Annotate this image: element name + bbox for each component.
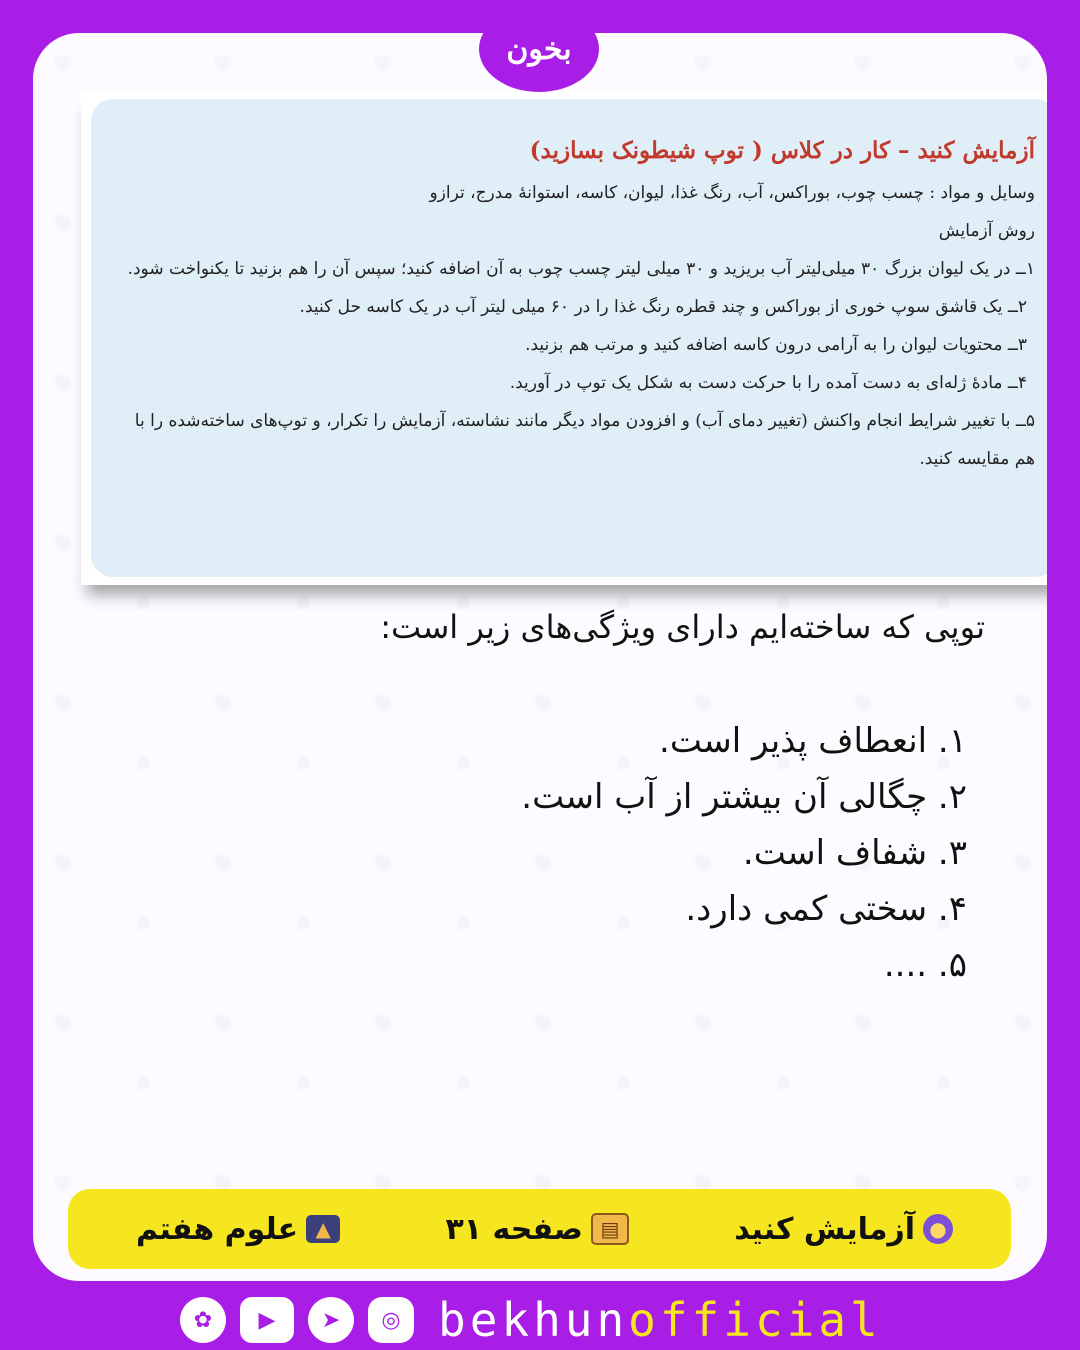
step-2: ۲ــ یک قاشق سوپ خوری از بوراکس و چند قطره رنگ غذا را در ۶۰ میلی لیتر آب در یک کاسه حل کنید. <box>299 297 1027 317</box>
youtube-icon[interactable]: ▶ <box>240 1297 294 1343</box>
social-handle[interactable] <box>438 1293 882 1347</box>
list-item: ۴. سختی کمی دارد. <box>685 889 967 929</box>
list-item: ۵. .... <box>883 945 967 985</box>
textbook-excerpt <box>81 91 1047 585</box>
method-title: روش آزمایش <box>938 221 1035 241</box>
footer-topic <box>734 1212 953 1247</box>
question-text: توپی که ساخته‌ایم دارای ویژگی‌های زیر است: <box>380 608 985 646</box>
footer-page <box>445 1212 628 1247</box>
aparat-icon[interactable]: ✿ <box>180 1297 226 1343</box>
list-item: ۳. شفاف است. <box>742 833 967 873</box>
main-card <box>33 33 1047 1281</box>
handle-part1: bekhun <box>438 1293 629 1347</box>
step-4: ۴ــ مادهٔ ژله‌ای به دست آمده را با حرکت دست به شکل یک توپ در آورید. <box>509 373 1027 393</box>
telegram-icon[interactable]: ➤ <box>308 1297 354 1343</box>
textbook-panel <box>91 99 1047 577</box>
footer-bar <box>68 1189 1011 1269</box>
step-5: ۵ــ با تغییر شرایط انجام واکنش (تغییر دمای آب) و افزودن مواد دیگر مانند نشاسته، آزمایش را تکرار، و توپ‌های ساخته‌شده را با هم مقایسه کنید. <box>134 411 1035 469</box>
materials-line: وسایل و مواد : چسب چوب، بوراکس، آب، رنگ غذا، لیوان، کاسه، استوانهٔ مدرج، ترازو <box>429 183 1035 203</box>
logo-text: بخون <box>506 31 572 67</box>
footer-subject <box>136 1212 340 1247</box>
list-item: ۱. انعطاف پذیر است. <box>659 721 967 761</box>
step-1: ۱ــ در یک لیوان بزرگ ۳۰ میلی‌لیتر آب بریزید و ۳۰ میلی لیتر چسب چوب به آن اضافه کنید؛ سپس آن را هم بزنید تا یکنواخت شود. <box>127 259 1035 279</box>
answer-list <box>521 713 967 993</box>
list-item: ۲. چگالی آن بیشتر از آب است. <box>521 777 967 817</box>
footer-topic-label: آزمایش کنید <box>734 1211 915 1247</box>
footer-subject-label: علوم هفتم <box>136 1211 299 1247</box>
footer-page-label: صفحه ۳۱ <box>445 1211 583 1247</box>
social-bar <box>180 1290 882 1350</box>
handle-part2: official <box>628 1293 882 1347</box>
step-3: ۳ــ محتویات لیوان را به آرامی درون کاسه اضافه کنید و مرتب هم بزنید. <box>525 335 1027 355</box>
excerpt-title: آزمایش کنید – کار در کلاس ( توپ شیطونک بسازید) <box>529 137 1035 164</box>
bekhun-logo[interactable] <box>479 6 599 92</box>
teacher-icon: ● <box>923 1214 953 1244</box>
graduation-cap-icon: ▲ <box>306 1215 340 1243</box>
open-book-icon: ▤ <box>591 1213 629 1245</box>
instagram-icon[interactable]: ◎ <box>368 1297 414 1343</box>
